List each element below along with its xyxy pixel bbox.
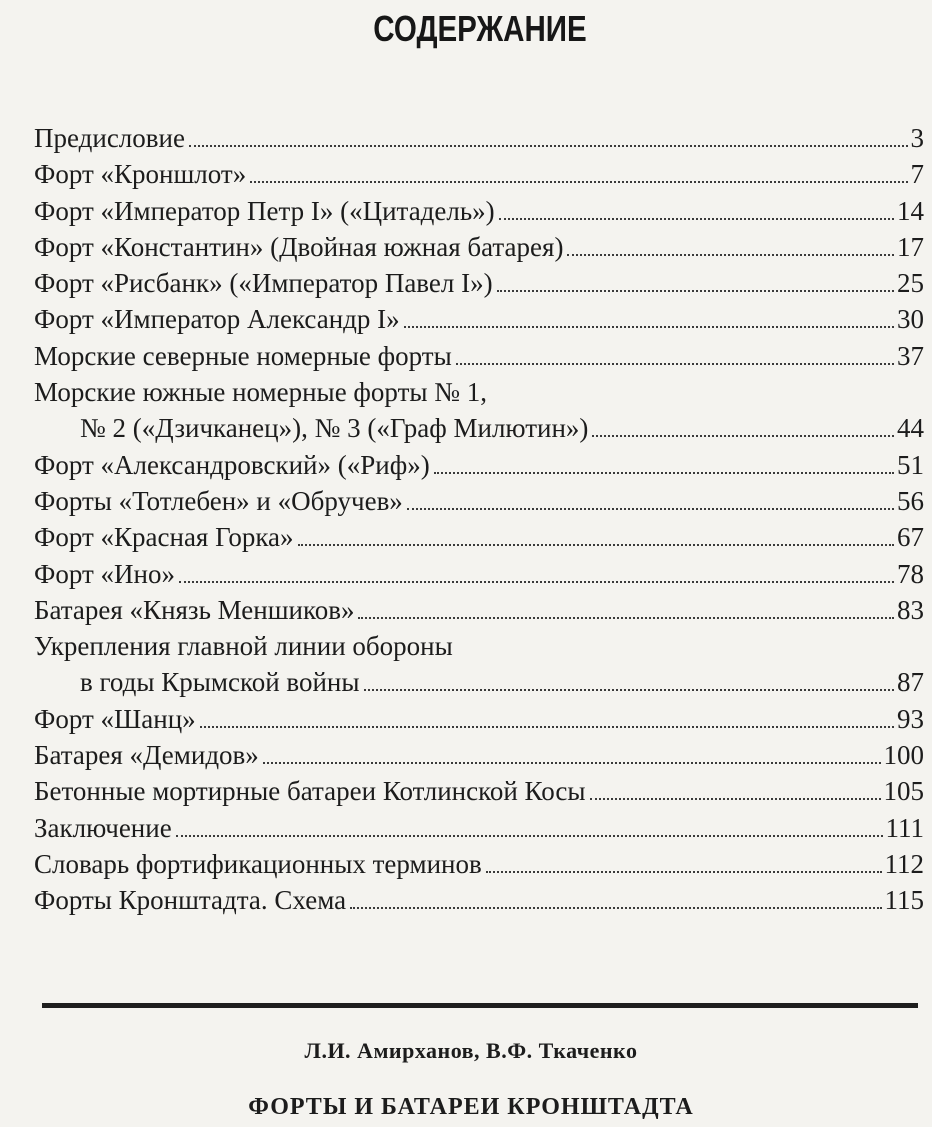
toc-entry	[34, 664, 924, 700]
dot-leader	[250, 180, 907, 183]
toc-entry-page-number: 37	[897, 340, 924, 371]
toc-entry-title: Батарея «Князь Меншиков»	[34, 594, 355, 625]
toc-entry-title: Морские северные номерные форты	[34, 340, 452, 371]
toc-entry-title: Форт «Константин» (Двойная южная батарея)	[34, 231, 564, 262]
dot-leader	[456, 362, 894, 365]
toc-entry-title: Форт «Император Александр I»	[34, 304, 400, 335]
toc-entry	[34, 410, 924, 446]
toc-entry	[34, 229, 924, 265]
dot-leader	[486, 870, 882, 873]
toc-entry	[34, 737, 924, 773]
dot-leader	[263, 761, 881, 764]
book-title: ФОРТЫ И БАТАРЕИ КРОНШТАДТА	[248, 1094, 694, 1120]
toc-entry-page-number: 112	[884, 848, 924, 879]
dot-leader	[404, 325, 894, 328]
toc-entry	[34, 846, 924, 882]
dot-leader	[176, 834, 883, 837]
toc-entry	[34, 156, 924, 192]
dot-leader	[350, 906, 881, 909]
toc-entry-page-number: 93	[897, 703, 924, 734]
toc-entry-title: Укрепления главной линии обороны	[34, 631, 453, 662]
toc-entry-title: Морские южные номерные форты № 1,	[34, 377, 488, 408]
toc-entry-title: Словарь фортификационных терминов	[34, 848, 482, 879]
toc-entry	[34, 701, 924, 737]
dot-leader	[407, 507, 894, 510]
dot-leader	[590, 797, 881, 800]
toc-entry-page-number: 7	[910, 159, 924, 190]
dot-leader	[364, 688, 894, 691]
toc-entry-title: Форт «Ино»	[34, 558, 175, 589]
dot-leader	[497, 289, 894, 292]
toc-entry-title: Форт «Кроншлот»	[34, 159, 247, 190]
toc-entry-page-number: 14	[897, 195, 924, 226]
toc-entry	[34, 265, 924, 301]
toc-entry	[34, 120, 924, 156]
toc-entry-title: Форт «Император Петр I» («Цитадель»)	[34, 195, 495, 226]
dot-leader	[499, 217, 894, 220]
toc-entry-title: Бетонные мортирные батареи Котлинской Косы	[34, 776, 586, 807]
toc-entry-page-number: 83	[897, 594, 924, 625]
toc-entry	[34, 193, 924, 229]
toc-entry-page-number: 67	[897, 522, 924, 553]
toc-entry-title: Предисловие	[34, 123, 185, 153]
toc-entry	[34, 882, 924, 918]
dot-leader	[298, 543, 894, 546]
dot-leader	[567, 253, 894, 256]
toc-entry-title: Форты Кронштадта. Схема	[34, 885, 347, 916]
toc-entry-title: Форт «Красная Горка»	[34, 522, 294, 553]
toc-entry-title: № 2 («Дзичканец»), № 3 («Граф Милютин»)	[80, 413, 589, 444]
page-title: СОДЕРЖАНИЕ	[373, 8, 587, 49]
toc-entry-title: Форт «Александровский» («Риф»)	[34, 449, 430, 480]
toc-entry-page-number: 30	[897, 304, 924, 335]
toc-entry-page-number: 115	[884, 885, 924, 916]
toc-entry	[34, 773, 924, 809]
toc-entry	[34, 628, 924, 664]
toc-entry-title: Форт «Шанц»	[34, 703, 196, 734]
toc-entry-page-number: 78	[897, 558, 924, 589]
toc-entry-title: Форт «Рисбанк» («Император Павел I»)	[34, 268, 493, 299]
toc-entry	[34, 556, 924, 592]
toc-entry-title: в годы Крымской войны	[80, 667, 360, 698]
dot-leader	[434, 471, 894, 474]
authors-line: Л.И. Амирханов, В.Ф. Ткаченко	[304, 1038, 638, 1063]
toc-entry-page-number: 100	[883, 740, 924, 771]
dot-leader	[179, 580, 894, 583]
toc-entry-page-number: 3	[910, 123, 924, 153]
toc-entry	[34, 338, 924, 374]
toc-entry-page-number: 17	[897, 231, 924, 262]
dot-leader	[189, 144, 908, 147]
toc-entry-page-number: 111	[885, 812, 924, 843]
toc-entry-page-number: 56	[897, 485, 924, 516]
divider-rule	[42, 1003, 918, 1008]
toc-entry-title: Заключение	[34, 812, 172, 843]
toc-entry	[34, 810, 924, 846]
toc-entry	[34, 592, 924, 628]
toc-entry	[34, 374, 924, 410]
dot-leader	[592, 434, 894, 437]
dot-leader	[200, 725, 894, 728]
toc-entry	[34, 301, 924, 337]
toc-entry-page-number: 25	[897, 268, 924, 299]
toc-entry-page-number: 51	[897, 449, 924, 480]
table-of-contents	[34, 120, 924, 919]
toc-entry-page-number: 44	[897, 413, 924, 444]
toc-entry-title: Батарея «Демидов»	[34, 740, 259, 771]
toc-entry-page-number: 87	[897, 667, 924, 698]
toc-entry	[34, 447, 924, 483]
toc-entry	[34, 519, 924, 555]
toc-entry-page-number: 105	[883, 776, 924, 807]
dot-leader	[358, 616, 894, 619]
toc-entry	[34, 483, 924, 519]
toc-entry-title: Форты «Тотлебен» и «Обручев»	[34, 485, 403, 516]
